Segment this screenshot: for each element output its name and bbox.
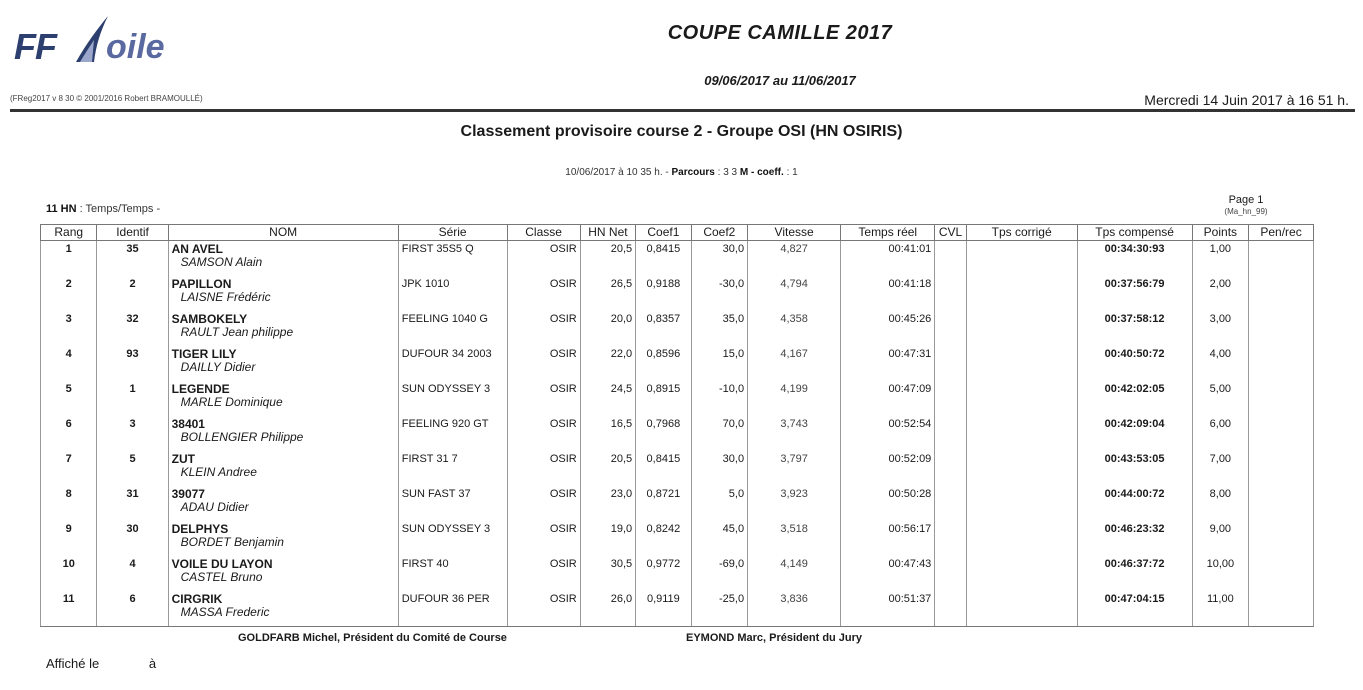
cell-temps-reel: 00:47:31 (841, 346, 935, 381)
cell-coef2: -10,0 (691, 381, 747, 416)
cell-temps-reel: 00:41:18 (841, 276, 935, 311)
cell-coef2: 70,0 (691, 416, 747, 451)
cell-classe: OSIR (507, 381, 580, 416)
table-row (41, 241, 1314, 277)
cell-sail-id: 3 (97, 416, 168, 451)
page-code: (Ma_hn_99) (1224, 207, 1268, 216)
president-jury: EYMOND Marc, Président du Jury (686, 632, 863, 644)
course-info (0, 167, 1363, 178)
cell-rank: 2 (41, 276, 97, 311)
cell-hn-net: 22,0 (580, 346, 635, 381)
col-tps-corrige-header: Tps corrigé (966, 225, 1077, 241)
cell-temps-reel: 00:47:09 (841, 381, 935, 416)
cell-cvl (935, 556, 966, 591)
coeff-label: - coeff. (751, 167, 784, 178)
cell-hn-net: 20,5 (580, 241, 635, 277)
cell-cvl (935, 486, 966, 521)
cell-coef2: 30,0 (691, 451, 747, 486)
logo-oile-text: oile (106, 28, 165, 66)
cell-tps-compense: 00:47:04:15 (1077, 591, 1192, 627)
cell-points: 11,00 (1192, 591, 1248, 627)
table-row (41, 381, 1314, 416)
cell-hn-net: 20,5 (580, 451, 635, 486)
cell-sail-id: 2 (97, 276, 168, 311)
parcours-letter: M (739, 167, 749, 178)
cell-pen-rec (1249, 311, 1314, 346)
cell-temps-reel: 00:41:01 (841, 241, 935, 277)
cell-points: 2,00 (1192, 276, 1248, 311)
cell-pen-rec (1249, 556, 1314, 591)
cell-classe: OSIR (507, 521, 580, 556)
affiche-label: Affiché le (46, 656, 100, 671)
results-table (40, 224, 1314, 627)
regatta-dates: 09/06/2017 au 11/06/2017 (704, 73, 856, 88)
cell-pen-rec (1249, 591, 1314, 627)
cell-vitesse: 4,167 (748, 346, 841, 381)
cell-name (168, 381, 398, 416)
table-row (41, 486, 1314, 521)
col-vitesse-header: Vitesse (748, 225, 841, 241)
cell-coef1: 0,8242 (636, 521, 691, 556)
boat-name: ZUT (171, 452, 195, 466)
cell-temps-reel: 00:52:09 (841, 451, 935, 486)
cell-temps-reel: 00:51:37 (841, 591, 935, 627)
hn-mode: : Temps/Temps - (79, 203, 161, 215)
boat-name: 39077 (171, 487, 205, 501)
skipper-name: RAULT Jean philippe (180, 325, 294, 339)
cell-tps-corrige (966, 556, 1077, 591)
col-nom-header: NOM (168, 225, 398, 241)
cell-cvl (935, 591, 966, 627)
cell-sail-id: 6 (97, 591, 168, 627)
cell-rank: 10 (41, 556, 97, 591)
cell-tps-compense: 00:42:02:05 (1077, 381, 1192, 416)
table-row (41, 276, 1314, 311)
col-coef2-header: Coef2 (691, 225, 747, 241)
cell-points: 7,00 (1192, 451, 1248, 486)
cell-vitesse: 4,794 (748, 276, 841, 311)
col-hn-net-header: HN Net (580, 225, 635, 241)
cell-vitesse: 4,149 (748, 556, 841, 591)
cell-name (168, 486, 398, 521)
boat-name: SAMBOKELY (171, 312, 248, 326)
cell-coef1: 0,8721 (636, 486, 691, 521)
cell-coef1: 0,8415 (636, 241, 691, 277)
cell-coef2: -30,0 (691, 276, 747, 311)
logo-ff-text: FF (14, 26, 56, 67)
hn-count: 11 HN (46, 203, 77, 215)
cell-sail-id: 31 (97, 486, 168, 521)
affiche-a: à (148, 656, 157, 671)
cell-coef2: -69,0 (691, 556, 747, 591)
cell-points: 8,00 (1192, 486, 1248, 521)
boat-name: AN AVEL (171, 242, 223, 256)
table-header-row (41, 225, 1314, 241)
page-indicator (1196, 194, 1296, 218)
cell-pen-rec (1249, 521, 1314, 556)
cell-name (168, 556, 398, 591)
cell-classe: OSIR (507, 311, 580, 346)
table-row (41, 591, 1314, 627)
cell-tps-compense: 00:44:00:72 (1077, 486, 1192, 521)
cell-temps-reel: 00:47:43 (841, 556, 935, 591)
cell-coef1: 0,8915 (636, 381, 691, 416)
cell-pen-rec (1249, 451, 1314, 486)
cell-cvl (935, 416, 966, 451)
col-temps-reel-header: Temps réel (841, 225, 935, 241)
cell-tps-compense: 00:42:09:04 (1077, 416, 1192, 451)
cell-vitesse: 3,797 (748, 451, 841, 486)
cell-tps-corrige (966, 276, 1077, 311)
cell-pen-rec (1249, 241, 1314, 277)
parcours-value: : 3 3 (717, 167, 738, 178)
cell-coef2: 45,0 (691, 521, 747, 556)
cell-name (168, 416, 398, 451)
cell-hn-net: 23,0 (580, 486, 635, 521)
boat-name: DELPHYS (171, 522, 229, 536)
cell-tps-corrige (966, 451, 1077, 486)
cell-cvl (935, 276, 966, 311)
table-row (41, 451, 1314, 486)
cell-classe: OSIR (507, 276, 580, 311)
cell-classe: OSIR (507, 346, 580, 381)
cell-hn-net: 26,5 (580, 276, 635, 311)
cell-vitesse: 4,827 (748, 241, 841, 277)
cell-coef2: 30,0 (691, 241, 747, 277)
cell-rank: 11 (41, 591, 97, 627)
cell-classe: OSIR (507, 416, 580, 451)
cell-temps-reel: 00:56:17 (841, 521, 935, 556)
cell-tps-corrige (966, 311, 1077, 346)
cell-serie: DUFOUR 34 2003 (398, 346, 507, 381)
cell-coef1: 0,8357 (636, 311, 691, 346)
cell-coef1: 0,7968 (636, 416, 691, 451)
skipper-name: MASSA Frederic (180, 605, 270, 619)
table-row (41, 556, 1314, 591)
cell-serie: FIRST 40 (398, 556, 507, 591)
ranking-title: Classement provisoire course 2 - Groupe OSI (HN OSIRIS) (460, 123, 903, 140)
cell-cvl (935, 521, 966, 556)
cell-cvl (935, 346, 966, 381)
cell-rank: 8 (41, 486, 97, 521)
cell-name (168, 451, 398, 486)
col-tps-compense-header: Tps compensé (1077, 225, 1192, 241)
cell-sail-id: 93 (97, 346, 168, 381)
cell-name (168, 346, 398, 381)
skipper-name: DAILLY Didier (180, 360, 256, 374)
cell-rank: 5 (41, 381, 97, 416)
cell-coef1: 0,9772 (636, 556, 691, 591)
cell-serie: JPK 1010 (398, 276, 507, 311)
cell-tps-compense: 00:46:23:32 (1077, 521, 1192, 556)
cell-coef2: 15,0 (691, 346, 747, 381)
cell-temps-reel: 00:50:28 (841, 486, 935, 521)
cell-coef1: 0,9119 (636, 591, 691, 627)
cell-vitesse: 3,923 (748, 486, 841, 521)
table-row (41, 521, 1314, 556)
cell-classe: OSIR (507, 556, 580, 591)
affiche-line (46, 656, 156, 671)
cell-classe: OSIR (507, 486, 580, 521)
parcours-label: Parcours (671, 167, 715, 178)
cell-points: 3,00 (1192, 311, 1248, 346)
col-pen-rec-header: Pen/rec (1249, 225, 1314, 241)
cell-tps-compense: 00:37:58:12 (1077, 311, 1192, 346)
software-version: (FReg2017 v 8 30 © 2001/2016 Robert BRAMOULLÉ) (10, 94, 203, 103)
cell-name (168, 591, 398, 627)
cell-hn-net: 19,0 (580, 521, 635, 556)
cell-tps-corrige (966, 521, 1077, 556)
cell-temps-reel: 00:45:26 (841, 311, 935, 346)
cell-vitesse: 3,743 (748, 416, 841, 451)
boat-name: LEGENDE (171, 382, 230, 396)
cell-coef2: -25,0 (691, 591, 747, 627)
cell-sail-id: 5 (97, 451, 168, 486)
cell-cvl (935, 311, 966, 346)
cell-hn-net: 30,5 (580, 556, 635, 591)
boat-name: 38401 (171, 417, 205, 431)
cell-tps-compense: 00:37:56:79 (1077, 276, 1192, 311)
cell-classe: OSIR (507, 451, 580, 486)
col-classe-header: Classe (507, 225, 580, 241)
cell-vitesse: 3,518 (748, 521, 841, 556)
cell-vitesse: 4,358 (748, 311, 841, 346)
cell-name (168, 311, 398, 346)
cell-points: 9,00 (1192, 521, 1248, 556)
cell-serie: SUN ODYSSEY 3 (398, 521, 507, 556)
cell-tps-corrige (966, 486, 1077, 521)
cell-serie: SUN ODYSSEY 3 (398, 381, 507, 416)
cell-coef2: 5,0 (691, 486, 747, 521)
cell-rank: 6 (41, 416, 97, 451)
cell-tps-corrige (966, 591, 1077, 627)
col-identif-header: Identif (97, 225, 168, 241)
boat-name: PAPILLON (171, 277, 232, 291)
skipper-name: LAISNE Frédéric (180, 290, 271, 304)
cell-vitesse: 3,836 (748, 591, 841, 627)
cell-tps-corrige (966, 381, 1077, 416)
col-coef1-header: Coef1 (636, 225, 691, 241)
cell-points: 4,00 (1192, 346, 1248, 381)
cell-coef1: 0,8415 (636, 451, 691, 486)
print-timestamp: Mercredi 14 Juin 2017 à 16 51 h. (1144, 92, 1349, 108)
cell-sail-id: 35 (97, 241, 168, 277)
cell-serie: FIRST 35S5 Q (398, 241, 507, 277)
cell-points: 1,00 (1192, 241, 1248, 277)
cell-rank: 7 (41, 451, 97, 486)
cell-sail-id: 32 (97, 311, 168, 346)
cell-tps-compense: 00:40:50:72 (1077, 346, 1192, 381)
boat-name: TIGER LILY (171, 347, 237, 361)
course-date: 10/06/2017 à 10 35 h. - (565, 167, 669, 178)
skipper-name: MARLE Dominique (180, 395, 283, 409)
cell-tps-compense: 00:46:37:72 (1077, 556, 1192, 591)
cell-tps-compense: 00:43:53:05 (1077, 451, 1192, 486)
cell-name (168, 521, 398, 556)
cell-pen-rec (1249, 276, 1314, 311)
cell-pen-rec (1249, 381, 1314, 416)
skipper-name: KLEIN Andree (180, 465, 257, 479)
cell-coef2: 35,0 (691, 311, 747, 346)
cell-rank: 3 (41, 311, 97, 346)
cell-coef1: 0,9188 (636, 276, 691, 311)
cell-cvl (935, 241, 966, 277)
cell-tps-corrige (966, 346, 1077, 381)
cell-serie: DUFOUR 36 PER (398, 591, 507, 627)
skipper-name: BOLLENGIER Philippe (180, 430, 304, 444)
cell-tps-compense: 00:34:30:93 (1077, 241, 1192, 277)
hn-info (46, 203, 160, 215)
president-comite: GOLDFARB Michel, Président du Comité de Course (238, 632, 507, 644)
skipper-name: ADAU Didier (180, 500, 249, 514)
page-number: Page 1 (1228, 194, 1264, 206)
table-row (41, 416, 1314, 451)
cell-cvl (935, 451, 966, 486)
cell-cvl (935, 381, 966, 416)
cell-coef1: 0,8596 (636, 346, 691, 381)
table-row (41, 346, 1314, 381)
header-divider (10, 109, 1355, 112)
cell-classe: OSIR (507, 241, 580, 277)
cell-sail-id: 4 (97, 556, 168, 591)
col-points-header: Points (1192, 225, 1248, 241)
cell-tps-corrige (966, 416, 1077, 451)
boat-name: VOILE DU LAYON (171, 557, 273, 571)
cell-sail-id: 30 (97, 521, 168, 556)
col-serie-header: Série (398, 225, 507, 241)
cell-hn-net: 20,0 (580, 311, 635, 346)
skipper-name: CASTEL Bruno (180, 570, 263, 584)
cell-hn-net: 26,0 (580, 591, 635, 627)
cell-rank: 9 (41, 521, 97, 556)
cell-points: 6,00 (1192, 416, 1248, 451)
regatta-title: COUPE CAMILLE 2017 (667, 22, 893, 44)
cell-points: 10,00 (1192, 556, 1248, 591)
cell-points: 5,00 (1192, 381, 1248, 416)
table-row (41, 311, 1314, 346)
cell-name (168, 241, 398, 277)
cell-serie: FEELING 920 GT (398, 416, 507, 451)
cell-rank: 1 (41, 241, 97, 277)
cell-hn-net: 24,5 (580, 381, 635, 416)
cell-tps-corrige (966, 241, 1077, 277)
cell-hn-net: 16,5 (580, 416, 635, 451)
cell-vitesse: 4,199 (748, 381, 841, 416)
cell-serie: FIRST 31 7 (398, 451, 507, 486)
boat-name: CIRGRIK (171, 592, 223, 606)
col-rang-header: Rang (41, 225, 97, 241)
cell-pen-rec (1249, 346, 1314, 381)
cell-classe: OSIR (507, 591, 580, 627)
cell-serie: SUN FAST 37 (398, 486, 507, 521)
table-body (41, 241, 1314, 627)
cell-sail-id: 1 (97, 381, 168, 416)
cell-pen-rec (1249, 486, 1314, 521)
skipper-name: SAMSON Alain (180, 255, 263, 269)
col-cvl-header: CVL (935, 225, 966, 241)
cell-rank: 4 (41, 346, 97, 381)
skipper-name: BORDET Benjamin (180, 535, 284, 549)
cell-temps-reel: 00:52:54 (841, 416, 935, 451)
cell-name (168, 276, 398, 311)
cell-serie: FEELING 1040 G (398, 311, 507, 346)
cell-pen-rec (1249, 416, 1314, 451)
coeff-value: : 1 (786, 167, 798, 178)
